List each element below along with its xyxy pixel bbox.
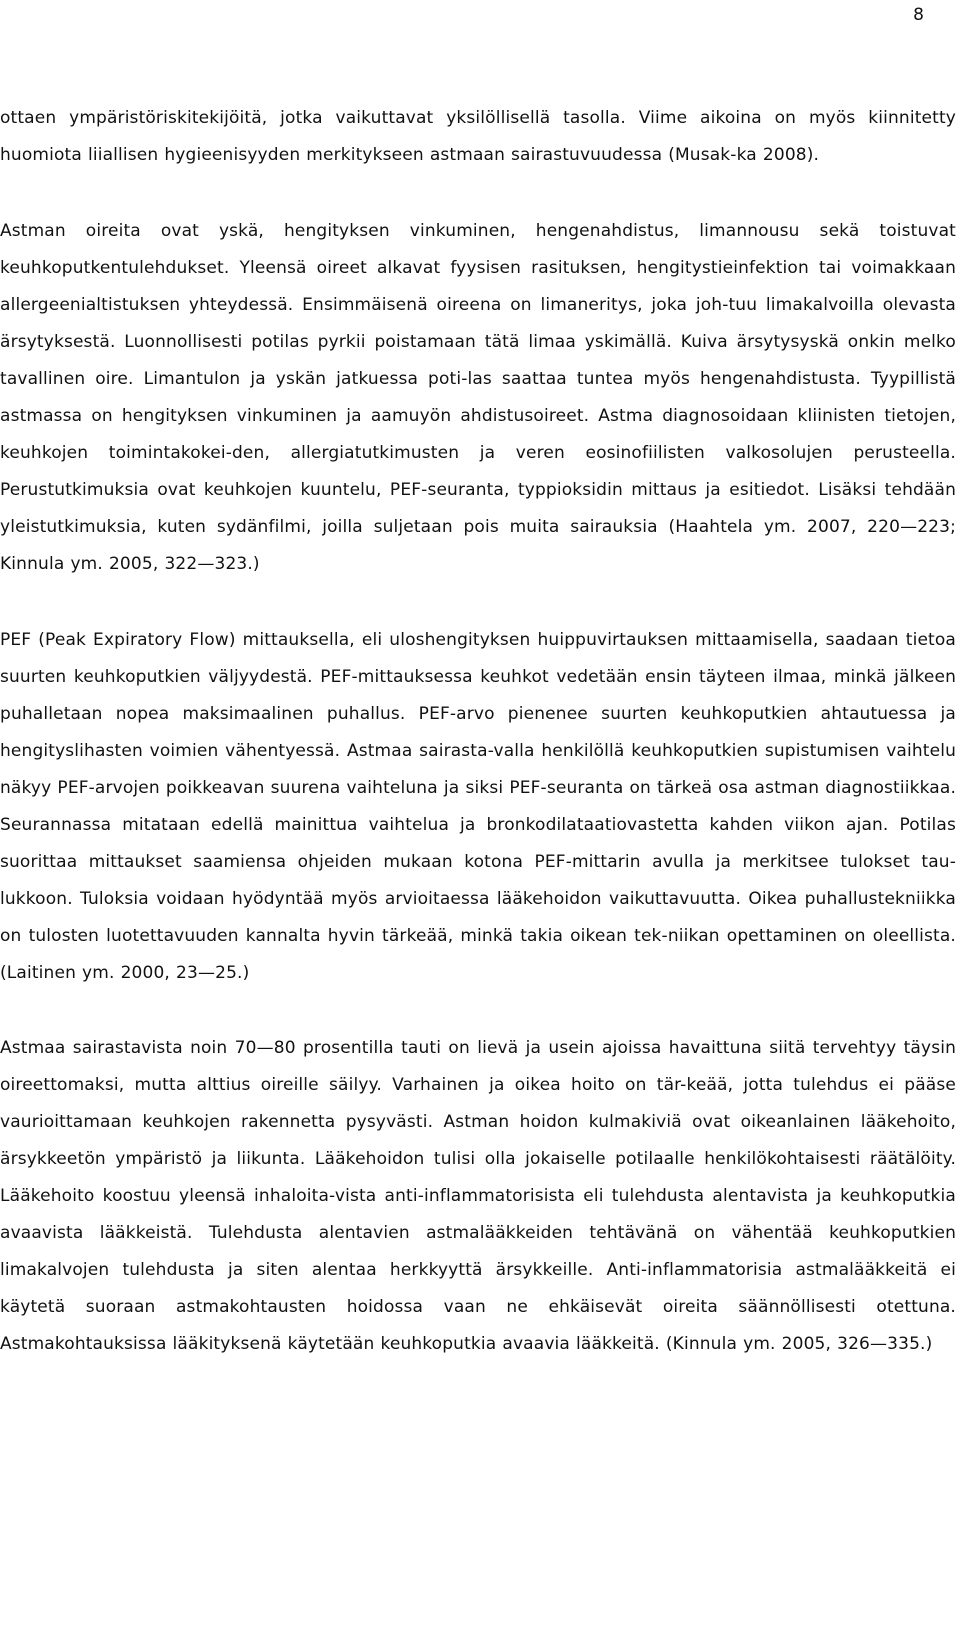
page-number: 8 [913, 5, 924, 25]
paragraph-hygiene: ottaen ympäristöriskitekijöitä, jotka vaikuttavat yksilöllisellä tasolla. Viime aikoina on myös kiinnitetty huomiota liiallisen hygieenisyyden merkitykseen astmaan sairastuvuudessa (Musak-ka 2008). [0, 108, 956, 165]
paragraph-treatment: Astmaa sairastavista noin 70—80 prosentilla tauti on lievä ja usein ajoissa havaittuna siitä tervehtyy täysin oireettomaksi, mutta alttius oireille säilyy. Varhainen ja oikea hoito on tär-keää, jotta tulehdus ei pääse vaurioittamaan keuhkojen rakennetta pysyvästi. Astman hoidon kulmakiviä ovat oikeanlainen lääkehoito, ärsykkeetön ympäristö ja liikunta. Lääkehoidon tulisi olla jokaiselle potilaalle henkilökohtaisesti räätälöity. Lääkehoito koostuu yleensä inhaloita-vista anti-inflammatorisista eli tulehdusta alentavista ja keuhkoputkia avaavista lääkkeistä. Tulehdusta alentavien astmalääkkeiden tehtävänä on vähentää keuhkoputkien limakalvojen tulehdusta ja siten alentaa herkkyyttä ärsykkeille. Anti-inflammatorisia astmalääkkeitä ei käytetä suoraan astmakohtausten hoidossa vaan ne ehkäisevät oireita säännöllisesti otettuna. Astmakohtauksissa lääkityksenä käytetään keuhkoputkia avaavia lääkkeitä. (Kinnula ym. 2005, 326—335.) [0, 1038, 956, 1354]
document-body [0, 100, 956, 1363]
paragraph-pef-measurement: PEF (Peak Expiratory Flow) mittauksella, eli uloshengityksen huippuvirtauksen mittaamisella, saadaan tietoa suurten keuhkoputkien väljyydestä. PEF-mittauksessa keuhkot vedetään ensin täyteen ilmaa, minkä jälkeen puhalletaan nopea maksimaalinen puhallus. PEF-arvo pienenee suurten keuhkoputkien ahtautuessa ja hengityslihasten voimien vähentyessä. Astmaa sairasta-valla henkilöllä keuhkoputkien supistumisen vaihtelu näkyy PEF-arvojen poikkeavan suurena vaihteluna ja siksi PEF-seuranta on tärkeä osa astman diagnostiikkaa. Seurannassa mitataan edellä mainittua vaihtelua ja bronkodilataatiovastetta kahden viikon ajan. Potilas suorittaa mittaukset saamiensa ohjeiden mukaan kotona PEF-mittarin avulla ja merkitsee tulokset tau-lukkoon. Tuloksia voidaan hyödyntää myös arvioitaessa lääkehoidon vaikuttavuutta. Oikea puhallustekniikka on tulosten luotettavuuden kannalta hyvin tärkeää, minkä takia oikean tek-niikan opettaminen on oleellista. (Laitinen ym. 2000, 23—25.) [0, 630, 956, 983]
paragraph-symptoms-diagnosis: Astman oireita ovat yskä, hengityksen vinkuminen, hengenahdistus, limannousu sekä toistuvat keuhkoputkentulehdukset. Yleensä oireet alkavat fyysisen rasituksen, hengitystieinfektion tai voimakkaan allergeenialtistuksen yhteydessä. Ensimmäisenä oireena on limaneritys, joka joh-tuu limakalvoilla olevasta ärsytyksestä. Luonnollisesti potilas pyrkii poistamaan tätä limaa yskimällä. Kuiva ärsytysyskä onkin melko tavallinen oire. Limantulon ja yskän jatkuessa poti-las saattaa tuntea myös hengenahdistusta. Tyypillistä astmassa on hengityksen vinkuminen ja aamuyön ahdistusoireet. Astma diagnosoidaan kliinisten tietojen, keuhkojen toimintakokei-den, allergiatutkimusten ja veren eosinofiilisten valkosolujen perusteella. Perustutkimuksia ovat keuhkojen kuuntelu, PEF-seuranta, typpioksidin mittaus ja esitiedot. Lisäksi tehdään yleistutkimuksia, kuten sydänfilmi, joilla suljetaan pois muita sairauksia (Haahtela ym. 2007, 220—223; Kinnula ym. 2005, 322—323.) [0, 221, 956, 574]
